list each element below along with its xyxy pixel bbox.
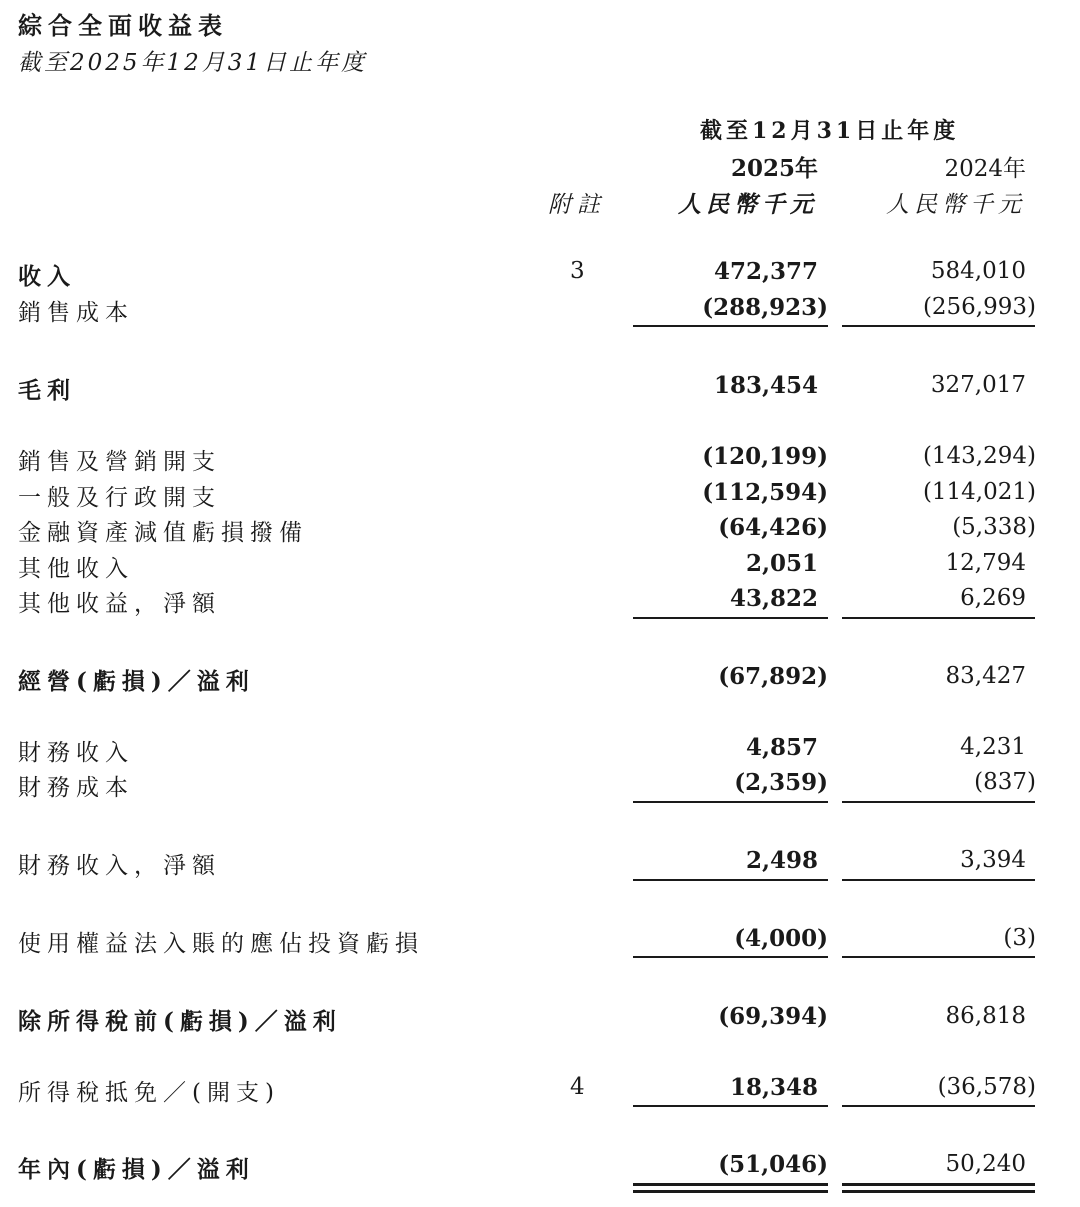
row-label: 年內(虧損)／溢利 <box>18 1156 255 1183</box>
subtotal-rule <box>842 325 1035 327</box>
row-label: 銷售及營銷開支 <box>18 449 221 475</box>
row-label: 銷售成本 <box>18 300 134 326</box>
row-note: 3 <box>570 258 585 284</box>
value-2025: 472,377 <box>713 258 818 285</box>
note-header: 附註 <box>548 192 606 218</box>
row-label: 經營(虧損)／溢利 <box>18 668 255 695</box>
row-label: 毛利 <box>18 377 76 404</box>
subtotal-rule <box>633 801 828 803</box>
row-pre-tax <box>0 999 1080 1035</box>
value-2025: (4,000) <box>734 925 828 952</box>
value-2025: (51,046) <box>718 1151 828 1178</box>
value-2025: 18,348 <box>729 1074 818 1101</box>
value-2024: 3,394 <box>960 847 1026 873</box>
subtotal-rule <box>633 617 828 619</box>
value-2025: (2,359) <box>734 769 828 796</box>
subtotal-rule <box>633 1105 828 1107</box>
row-gross-profit <box>0 368 1080 404</box>
value-2024: (3) <box>1003 925 1036 951</box>
total-double-rule <box>842 1190 1035 1193</box>
row-finance-net <box>0 843 1080 879</box>
value-2025: 183,454 <box>713 372 818 399</box>
value-2025: (69,394) <box>718 1003 828 1030</box>
row-label: 使用權益法入賬的應佔投資虧損 <box>18 931 424 957</box>
row-revenue <box>0 254 1080 290</box>
row-label: 一般及行政開支 <box>18 485 221 511</box>
value-2024: (256,993) <box>922 294 1036 320</box>
row-label: 所得稅抵免／(開支) <box>18 1080 280 1106</box>
row-equity-method <box>0 921 1080 957</box>
row-selling-expenses <box>0 439 1080 475</box>
subtotal-rule <box>633 879 828 881</box>
subtotal-rule <box>633 325 828 327</box>
total-double-rule <box>633 1183 828 1186</box>
row-cost-of-sales <box>0 290 1080 326</box>
year-2024-header: 2024年 <box>944 156 1026 182</box>
row-year-result <box>0 1147 1080 1183</box>
value-2024: 86,818 <box>945 1003 1026 1029</box>
value-2024: (837) <box>974 769 1036 795</box>
row-label: 金融資產減值虧損撥備 <box>18 520 308 546</box>
statement-title: 綜合全面收益表 <box>18 11 228 40</box>
value-2024: 83,427 <box>945 663 1026 689</box>
subtotal-rule <box>842 801 1035 803</box>
value-2024: 50,240 <box>945 1151 1026 1177</box>
value-2024: 12,794 <box>945 550 1026 576</box>
value-2025: (67,892) <box>718 663 828 690</box>
value-2024: (5,338) <box>952 514 1036 540</box>
row-income-tax <box>0 1070 1080 1106</box>
total-double-rule <box>633 1190 828 1193</box>
value-2024: (143,294) <box>922 443 1036 469</box>
total-double-rule <box>842 1183 1035 1186</box>
row-operating <box>0 659 1080 695</box>
value-2024: 327,017 <box>930 372 1026 398</box>
subtotal-rule <box>842 1105 1035 1107</box>
value-2024: 6,269 <box>960 585 1026 611</box>
row-other-gains <box>0 581 1080 617</box>
row-other-income <box>0 546 1080 582</box>
subtotal-rule <box>842 879 1035 881</box>
row-admin-expenses <box>0 475 1080 511</box>
value-2024: (114,021) <box>922 479 1036 505</box>
value-2025: (64,426) <box>718 514 828 541</box>
unit-2024-header: 人民幣千元 <box>886 192 1026 218</box>
row-note: 4 <box>570 1074 585 1100</box>
statement-subtitle: 截至2025年12月31日止年度 <box>18 50 368 76</box>
row-label: 財務成本 <box>18 775 134 801</box>
value-2025: 2,051 <box>745 550 818 577</box>
row-finance-income <box>0 730 1080 766</box>
value-2025: 4,857 <box>745 734 818 761</box>
value-2025: (288,923) <box>702 294 828 321</box>
value-2024: 584,010 <box>930 258 1026 284</box>
subtotal-rule <box>842 956 1035 958</box>
unit-2025-header: 人民幣千元 <box>678 191 818 218</box>
row-label: 收入 <box>18 263 76 290</box>
value-2025: 2,498 <box>745 847 818 874</box>
row-label: 其他收入 <box>18 556 134 582</box>
row-label: 除所得稅前(虧損)／溢利 <box>18 1008 342 1035</box>
year-2025-header: 2025年 <box>730 155 818 182</box>
row-label: 財務收入 <box>18 740 134 766</box>
row-impairment <box>0 510 1080 546</box>
period-header: 截至12月31日止年度 <box>700 118 960 144</box>
value-2025: (112,594) <box>702 479 828 506</box>
row-finance-costs <box>0 765 1080 801</box>
value-2024: (36,578) <box>937 1074 1036 1100</box>
row-label: 其他收益，淨額 <box>18 591 221 617</box>
row-label: 財務收入，淨額 <box>18 853 221 879</box>
subtotal-rule <box>633 956 828 958</box>
value-2024: 4,231 <box>960 734 1026 760</box>
value-2025: 43,822 <box>729 585 818 612</box>
subtotal-rule <box>842 617 1035 619</box>
value-2025: (120,199) <box>702 443 828 470</box>
